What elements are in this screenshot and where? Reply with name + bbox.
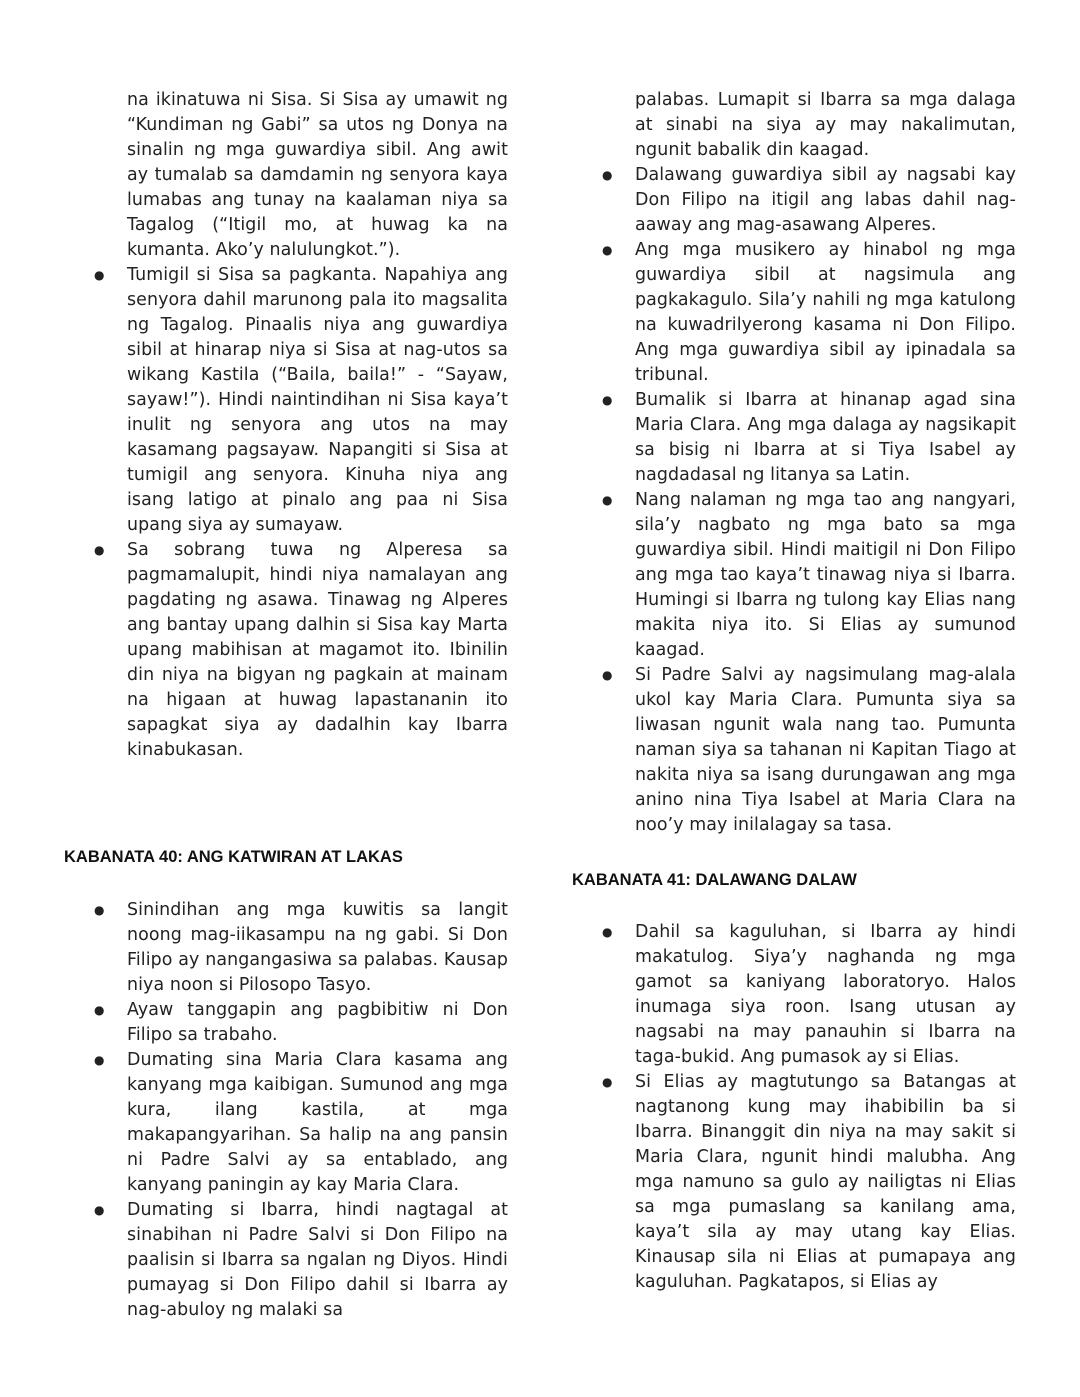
chapter-bullet-list — [127, 898, 508, 1323]
bullet-list — [635, 163, 1016, 838]
list-item: ● Dahil sa kaguluhan, si Ibarra ay hindi makatulog. Siya’y naghanda ng mga gamot sa kaniyang laboratoryo. Halos inumaga siya roon. Isang utusan ay nagsabi na may panauhin si Ibarra na taga-bukid. Ang pumasok ay si Elias. — [635, 920, 1016, 1070]
chapter-heading: KABANATA 41: DALAWANG DALAW — [572, 871, 857, 889]
list-item: ● Nang nalaman ng mga tao ang nangyari, sila’y nagbato ng mga bato sa mga guwardiya sibil. Hindi maitigil ni Don Filipo ang mga tao kaya’t tinawag niya si Ibarra. Humingi si Ibarra ng tulong kay Elias nang makita niya ito. Si Elias ay sumunod kaagad. — [635, 488, 1016, 663]
list-item: ● Bumalik si Ibarra at hinanap agad sina Maria Clara. Ang mga dalaga ay nagsikapit sa bisig ni Ibarra at si Tiya Isabel ay nagdadasal ng litanya sa Latin. — [635, 388, 1016, 488]
bullet-list — [127, 263, 508, 763]
list-item: ● Ang mga musikero ay hinabol ng mga guwardiya sibil at nagsimula ang pagkakagulo. Sila’y nahili ng mga katulong na kuwadrilyerong kasama ni Don Filipo. Ang mga guwardiya sibil ay ipinadala sa tribunal. — [635, 238, 1016, 388]
list-item: ● Sinindihan ang mga kuwitis sa langit noong mag-iikasampu na ng gabi. Si Don Filipo ay nangangasiwa sa palabas. Kausap niya noon si Pilosopo Tasyo. — [127, 898, 508, 998]
list-item: ● Dalawang guwardiya sibil ay nagsabi kay Don Filipo na itigil ang labas dahil nag-aaway ang mag-asawang Alperes. — [635, 163, 1016, 238]
chapter-heading: KABANATA 40: ANG KATWIRAN AT LAKAS — [64, 848, 403, 866]
chapter-bullet-list — [635, 920, 1016, 1295]
list-item: ● Tumigil si Sisa sa pagkanta. Napahiya ang senyora dahil marunong pala ito magsalita ng Tagalog. Pinaalis niya ang guwardiya sibil at hinarap niya si Sisa at nag-utos sa wikang Kastila (“Baila, baila!” - “Sayaw, sayaw!”). Hindi naintindihan ni Sisa kaya’t inulit ng senyora ang utos na may kasamang pagsayaw. Napangiti si Sisa at tumigil ang senyora. Kinuha niya ang isang latigo at pinalo ang paa ni Sisa upang siya ay sumayaw. — [127, 263, 508, 538]
list-item: ● Sa sobrang tuwa ng Alperesa sa pagmamalupit, hindi niya namalayan ang pagdating ng asawa. Tinawag ng Alperes ang bantay upang dalhin si Sisa kay Marta upang mabihisan at magamot ito. Ibinilin din niya na bigyan ng pagkain at mainam na higaan at huwag lapastananin ito sapagkat siya ay dadalhin kay Ibarra kinabukasan. — [127, 538, 508, 763]
continued-paragraph: na ikinatuwa ni Sisa. Si Sisa ay umawit ng “Kundiman ng Gabi” sa utos ng Donya na sinalin ng mga guwardiya sibil. Ang awit ay tumalab sa damdamin ng senyora kaya lumabas ang tunay na kaalaman niya sa Tagalog (“Itigil mo, at huwag ka na kumanta. Ako’y nalulungkot.”). — [127, 90, 508, 260]
list-item: ● Dumating sina Maria Clara kasama ang kanyang mga kaibigan. Sumunod ang mga kura, ilang kastila, at mga makapangyarihan. Sa halip na ang pansin ni Padre Salvi ay sa entablado, ang kanyang paningin ay kay Maria Clara. — [127, 1048, 508, 1198]
continued-paragraph: palabas. Lumapit si Ibarra sa mga dalaga at sinabi na siya ay may nakalimutan, ngunit babalik din kaagad. — [635, 90, 1016, 160]
list-item: ● Si Elias ay magtutungo sa Batangas at nagtanong kung may ihabibilin ba si Ibarra. Binanggit din niya na may sakit si Maria Clara, ngunit hindi malubha. Ang mga namuno sa gulo ay nailigtas ni Elias sa mga pumaslang sa kanilang ama, kaya’t sila ay may utang kay Elias. Kinausap sila ni Elias at pumapaya ang kaguluhan. Pagkatapos, si Elias ay — [635, 1070, 1016, 1295]
list-item: ● Dumating si Ibarra, hindi nagtagal at sinabihan ni Padre Salvi si Don Filipo na paalisin si Ibarra sa ngalan ng Diyos. Hindi pumayag si Don Filipo dahil si Ibarra ay nag-abuloy ng malaki sa — [127, 1198, 508, 1323]
list-item: ● Ayaw tanggapin ang pagbibitiw ni Don Filipo sa trabaho. — [127, 998, 508, 1048]
list-item: ● Si Padre Salvi ay nagsimulang mag-alala ukol kay Maria Clara. Pumunta siya sa liwasan ngunit wala nang tao. Pumunta naman siya sa tahanan ni Kapitan Tiago at nakita niya sa isang durungawan ang mga anino nina Tiya Isabel at Maria Clara na noo’y may inilalagay sa tasa. — [635, 663, 1016, 838]
